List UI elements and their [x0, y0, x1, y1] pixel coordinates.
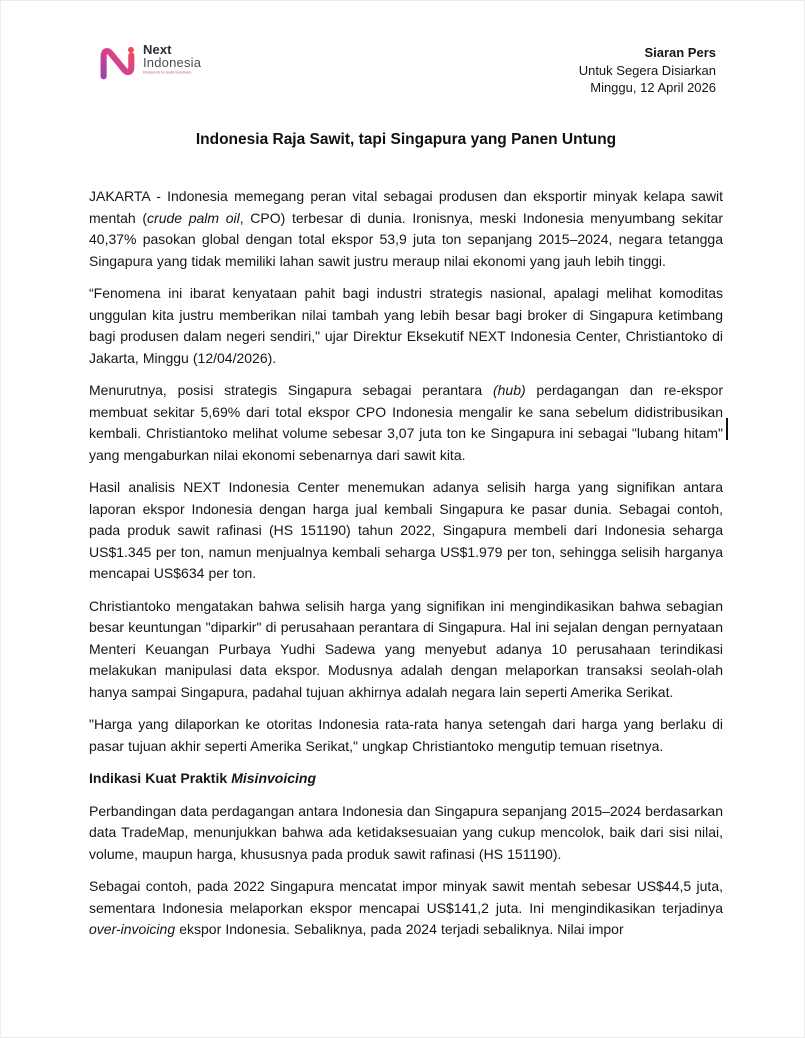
text-run: crude palm oil — [147, 209, 240, 226]
text-run: “Fenomena ini ibarat kenyataan pahit bagi industri strategis nasional, apalagi melihat komoditas unggulan kita justru memberikan nilai tambah yang lebih besar bagi broker di Singapura ketimbang bagi produsen dalam negeri sendiri," ujar Direktur Eksekutif NEXT Indonesia Center, Christiantoko di Jakarta, Minggu (12/04/2026). — [89, 285, 723, 366]
text-run: ekspor Indonesia. Sebaliknya, pada 2024 terjadi sebaliknya. Nilai impor — [175, 921, 624, 937]
text-run: Sebagai contoh, pada 2022 Singapura mencatat impor minyak sawit mentah sebesar US$44,5 juta, sementara Indonesia melaporkan ekspor mencapai US$141,2 juta. Ini mengindikasikan terjadinya — [89, 878, 723, 916]
text-cursor[interactable] — [726, 418, 728, 440]
text-run: , CPO) terbesar di dunia. Ironisnya, meski Indonesia menyumbang sekitar 40,37% pasokan global dengan total ekspor 53,9 juta ton sepanjang 2015–2024, negara tetangga Singapura yang tidak memiliki lahan sawit justru meraup nilai ekonomi yang jauh lebih tinggi. — [89, 209, 723, 269]
paragraph — [89, 596, 723, 704]
text-run: Christiantoko mengatakan bahwa selisih harga yang signifikan ini mengindikasikan bahwa sebagian besar keuntungan "diparkir" di perusahaan perantara di Singapura. Hal ini sejalan dengan pernyataan Menteri Keuangan Purbaya Yudhi Sadewa yang menyebut adanya 10 perusahaan terindikasi melakukan manipulasi data ekspor. Modusnya adalah dengan melaporkan transaksi seolah-olah hanya sampai Singapura, padahal tujuan akhirnya adalah negara lain seperti Amerika Serikat. — [89, 597, 723, 700]
text-run: Perbandingan data perdagangan antara Indonesia dan Singapura sepanjang 2015–2024 berdasarkan data TradeMap, menunjukkan bahwa ada ketidaksesuaian yang cukup mencolok, baik dari sisi nilai, volume, maupun harga, khususnya pada produk sawit rafinasi (HS 151190). — [89, 802, 723, 862]
text-run: Indikasi Kuat Praktik — [89, 770, 232, 786]
text-run: perdagangan dan re-ekspor membuat sekitar 5,69% dari total ekspor CPO Indonesia mengalir ke sana sebelum didistribusikan kembali. Christiantoko melihat volume sebesar 3,07 juta ton ke Singapura ini sebagai "lubang hitam" yang mengaburkan nilai ekonomi sebenarnya dari sawit kita. — [89, 382, 723, 463]
text-run: Menurutnya, posisi strategis Singapura sebagai perantara — [89, 382, 493, 398]
text-run: (hub) — [492, 382, 526, 398]
paragraph — [89, 477, 723, 585]
section-heading — [89, 768, 723, 790]
paragraph — [89, 876, 723, 941]
paragraph — [89, 380, 723, 466]
paragraph — [89, 283, 723, 369]
next-indonesia-logo — [96, 41, 216, 85]
logo-wordmark — [143, 41, 216, 78]
logo-tagline: Research to build Solutions — [143, 71, 192, 75]
logo-brand-indonesia: Indonesia — [143, 55, 202, 70]
document-body — [89, 186, 723, 952]
paragraph — [89, 186, 723, 272]
text-run: Hasil analisis NEXT Indonesia Center menemukan adanya selisih harga yang signifikan antara laporan ekspor Indonesia dengan harga jual kembali Singapura ke pasar dunia. Sebagai contoh, pada produk sawit rafinasi (HS 151190) tahun 2022, Singapura membeli dari Indonesia seharga US$1.345 per ton, namun menjualnya kembali seharga US$1.979 per ton, sehingga selisih harganya mencapai US$634 per ton. — [89, 479, 723, 581]
press-release-title: Indonesia Raja Sawit, tapi Singapura yang Panen Untung — [195, 131, 617, 148]
text-run: Misinvoicing — [231, 770, 317, 786]
page-header — [96, 41, 716, 96]
logo-brand-next: Next — [143, 42, 172, 57]
text-run: "Harga yang dilaporkan ke otoritas Indonesia rata-rata hanya setengah dari harga yang berlaku di pasar tujuan akhir seperti Amerika Serikat," ungkap Christiantoko mengutip temuan risetnya. — [89, 716, 723, 754]
release-meta-block — [579, 44, 716, 97]
release-label: Siaran Pers — [644, 45, 716, 60]
release-date: Minggu, 12 April 2026 — [590, 80, 716, 96]
paragraph — [89, 714, 723, 757]
logo-n-icon — [96, 41, 138, 85]
release-distribution-line: Untuk Segera Disiarkan — [578, 62, 716, 78]
paragraph — [89, 801, 723, 866]
text-run: JAKARTA - Indonesia memegang peran vital sebagai produsen dan eksportir minyak kelapa sawit mentah ( — [89, 188, 723, 226]
text-run: over-invoicing — [89, 921, 176, 937]
